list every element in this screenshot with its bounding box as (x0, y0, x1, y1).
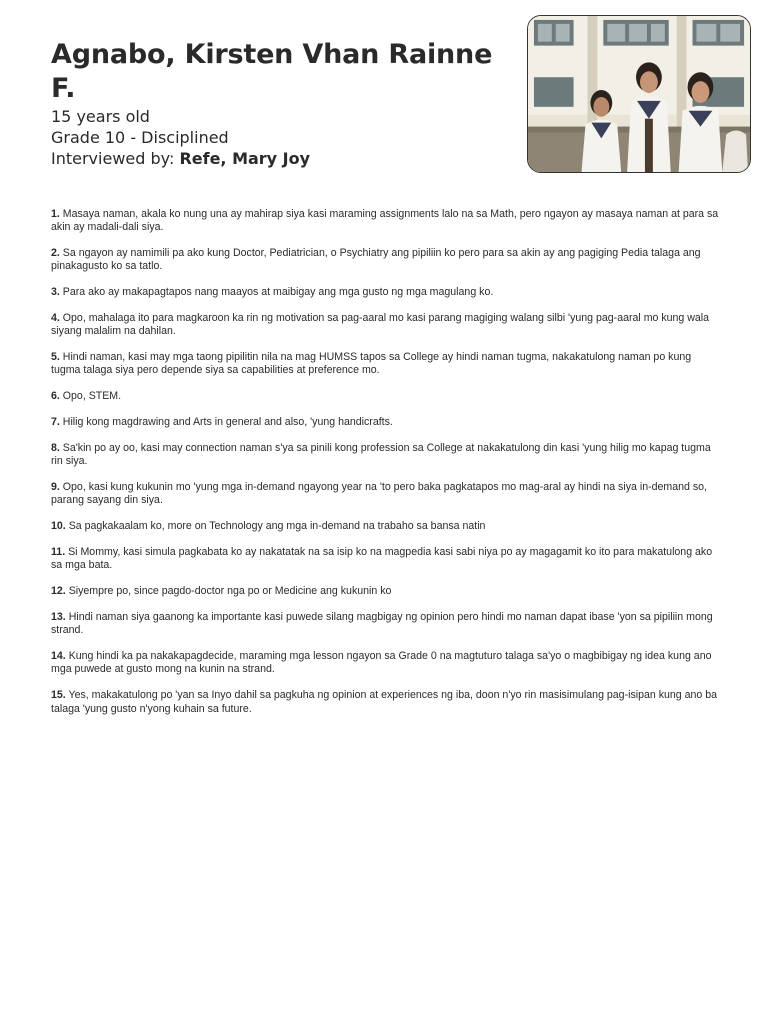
answer-text: Hindi naman siya gaanong ka importante kasi puwede silang magbigay ng opinion pero hindi mo naman dapat ibase 'yon sa pipiliin mong strand. (51, 611, 713, 637)
answer-number: 10. (51, 520, 66, 533)
answer-item (51, 520, 719, 533)
answer-text: Sa ngayon ay namimili pa ako kung Doctor, Pediatrician, o Psychiatry ang pipiliin ko pero para sa akin ay ang pagiging Pedia talaga ang pinakagusto ko sa tatlo. (51, 247, 701, 273)
answer-item (51, 351, 719, 377)
answer-item (51, 390, 719, 403)
answer-number: 5. (51, 351, 60, 364)
answer-item (51, 312, 719, 338)
answer-item (51, 416, 719, 429)
answer-text: Yes, makakatulong po 'yan sa Inyo dahil sa pagkuha ng opinion at experiences ng iba, doon n'yo rin masisimulang pag-isipan kung ano ba talaga 'yung gusto n'yong kuhain sa future. (51, 689, 718, 715)
answer-item (51, 286, 719, 299)
interviewer-line (51, 148, 521, 169)
answer-text: Para ako ay makapagtapos nang maayos at maibigay ang mga gusto ng mga magulang ko. (62, 286, 494, 299)
answer-item (51, 481, 719, 507)
answer-number: 12. (51, 585, 66, 598)
answer-number: 4. (51, 312, 60, 325)
answer-number: 8. (51, 442, 60, 455)
answer-item (51, 546, 719, 572)
answer-text: Siyempre po, since pagdo-doctor nga po or Medicine ang kukunin ko (68, 585, 392, 598)
answer-number: 13. (51, 611, 66, 624)
answer-text: Opo, kasi kung kukunin mo 'yung mga in-demand ngayong year na 'to pero baka pagkatapos mo mag-aral ay hindi na siya in-demand so, parang sayang din siya. (51, 481, 707, 507)
answer-text: Sa'kin po ay oo, kasi may connection naman s'ya sa pinili kong profession sa College at nakakatulong din kasi 'yung hilig mo kapag tugma rin siya. (51, 442, 711, 468)
answer-number: 9. (51, 481, 60, 494)
answer-text: Sa pagkakaalam ko, more on Technology ang mga in-demand na trabaho sa bansa natin (68, 520, 486, 533)
answer-number: 11. (51, 546, 66, 559)
interviewer-label: Interviewed by: (51, 149, 175, 168)
student-photo (527, 15, 751, 173)
answer-number: 1. (51, 208, 60, 220)
answer-item (51, 611, 719, 637)
profile-header (51, 38, 521, 169)
answer-text: Masaya naman, akala ko nung una ay mahirap siya kasi maraming assignments lalo na sa Math, pero ngayon ay masaya naman at para sa akin ay madali-dali siya. (51, 208, 719, 234)
answer-item (51, 585, 719, 598)
answer-item (51, 247, 719, 273)
answer-number: 2. (51, 247, 60, 260)
answer-number: 14. (51, 650, 66, 663)
answer-text: Opo, mahalaga ito para magkaroon ka rin ng motivation sa pag-aaral mo kasi parang magiging walang silbi 'yung pag-aaral mo kung wala siyang malalim na dahilan. (51, 312, 710, 338)
answer-number: 3. (51, 286, 60, 299)
answer-text: Hilig kong magdrawing and Arts in general and also, 'yung handicrafts. (62, 416, 393, 429)
answer-text: Opo, STEM. (62, 390, 122, 403)
answer-item (51, 442, 719, 468)
interview-answers (51, 208, 719, 728)
answer-item (51, 689, 719, 715)
answer-number: 7. (51, 416, 60, 429)
interviewer-name: Refe, Mary Joy (179, 149, 311, 168)
answer-item (51, 650, 719, 676)
answer-item (51, 208, 719, 234)
student-grade: Grade 10 - Disciplined (51, 128, 229, 147)
answer-number: 6. (51, 390, 60, 403)
answer-text: Si Mommy, kasi simula pagkabata ko ay nakatatak na sa isip ko na magpedia kasi sabi niya po ay magagamit ko ito para makatulong ako sa mga bata. (51, 546, 713, 572)
student-age: 15 years old (51, 107, 150, 126)
answer-text: Kung hindi ka pa nakakapagdecide, maraming mga lesson ngayon sa Grade 0 na magtuturo talaga sa'yo o magbibigay ng idea kung ano mga puwede at gusto mong na kunin na strand. (51, 650, 712, 676)
answer-number: 15. (51, 689, 66, 702)
student-name: Agnabo, Kirsten Vhan Rainne F. (51, 39, 493, 104)
answer-text: Hindi naman, kasi may mga taong pipilitin nila na mag HUMSS tapos sa College ay hindi naman tugma, nakakatulong naman po kung tugma talaga siya pero depende siya sa capabilities at preference mo. (51, 351, 692, 377)
